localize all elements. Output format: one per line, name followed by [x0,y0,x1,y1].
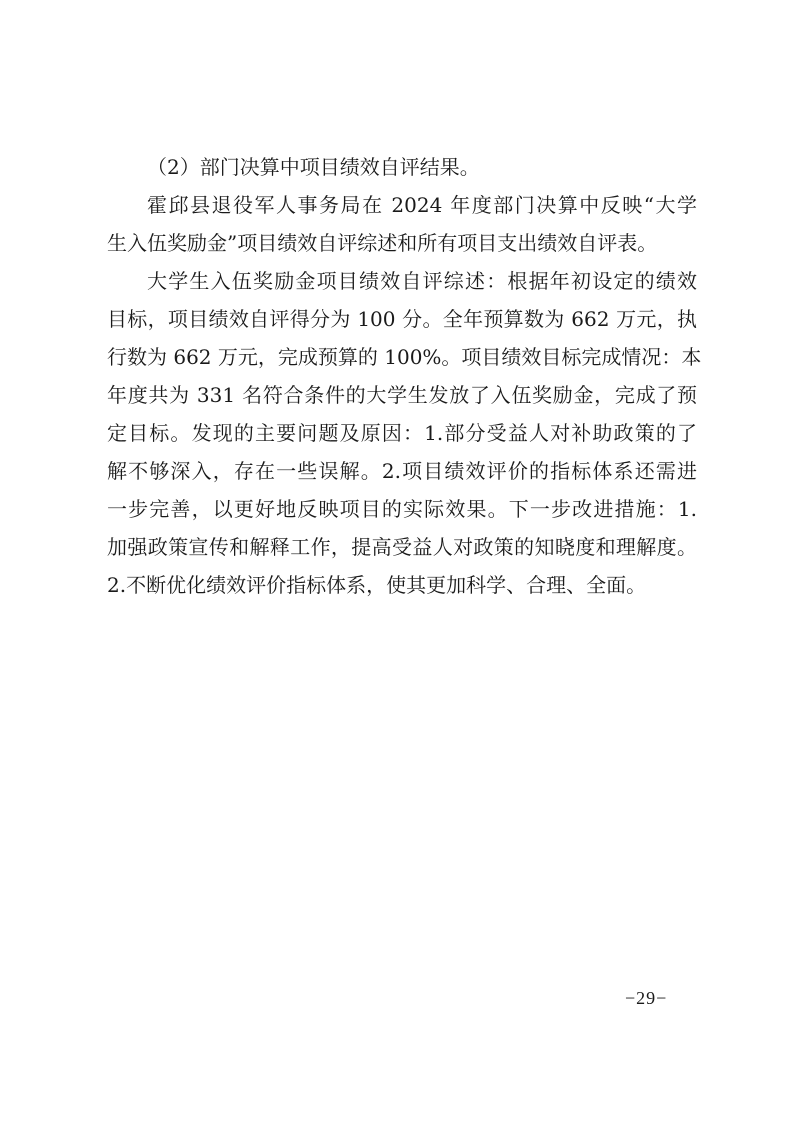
paragraph-line: 年度共为 331 名符合条件的大学生发放了入伍奖励金，完成了预 [107,383,697,407]
paragraph-line: 解不够深入，存在一些误解。2.项目绩效评价的指标体系还需进 [107,459,697,483]
paragraph-line: 一步完善，以更好地反映项目的实际效果。下一步改进措施：1. [107,497,697,521]
paragraph-line: 2.不断优化绩效评价指标体系，使其更加科学、合理、全面。 [107,573,647,597]
paragraph-line: 行数为 662 万元，完成预算的 100%。项目绩效目标完成情况：本 [107,345,702,369]
paragraph-line: 定目标。发现的主要问题及原因：1.部分受益人对补助政策的了 [107,421,697,445]
paragraph-line: 目标，项目绩效自评得分为 100 分。全年预算数为 662 万元，执 [107,307,697,331]
paragraph-line: 大学生入伍奖励金项目绩效自评综述：根据年初设定的绩效 [147,269,697,293]
paragraph-line: 加强政策宣传和解释工作，提高受益人对政策的知晓度和理解度。 [107,535,697,559]
paragraph-line: 生入伍奖励金”项目绩效自评综述和所有项目支出绩效自评表。 [107,231,658,255]
paragraph-intro [107,186,697,262]
page-number: −29− [625,988,668,1008]
paragraph-line: 霍邱县退役军人事务局在 2024 年度部门决算中反映“大学 [147,193,697,217]
document-body [107,148,702,604]
section-heading-paragraph [107,148,697,186]
section-heading: （2）部门决算中项目绩效自评结果。 [147,155,480,179]
paragraph-summary [107,262,702,604]
